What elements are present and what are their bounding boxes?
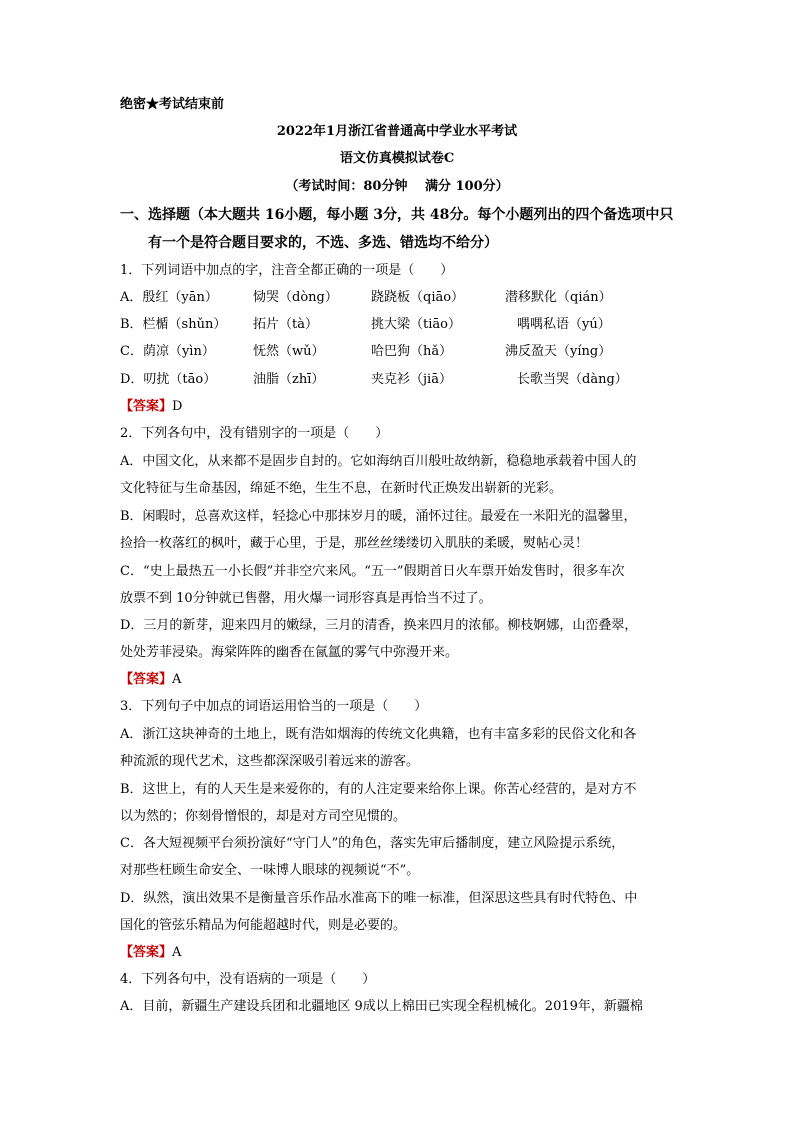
exam-title: 2022年1月浙江省普通高中学业水平考试 (276, 124, 518, 139)
q3-option-c-line1: C．各大短视频平台须扮演好“守门人”的角色，落实先审后播制度，建立风险提示系统， (120, 836, 625, 851)
q3-option-d-line1: D．纵然，演出效果不是衡量音乐作品水准高下的唯一标准，但深思这些具有时代特色、中 (120, 891, 638, 906)
q3-stem: 3．下列句子中加点的词语运用恰当的一项是（ ） (120, 699, 428, 714)
q1-answer (120, 400, 182, 413)
q2-option-c-line1: C．“史上最热五一小长假”并非空穴来风。“五一”假期首日火车票开始发售时，很多车次 (120, 564, 625, 579)
q1-option-b-2: 拓片（tà） (253, 317, 318, 332)
section-heading-line1: 一、选择题（本大题共 16小题，每小题 3分，共 48分。每个小题列出的四个备选项中只 (120, 207, 674, 223)
q3-answer (120, 946, 181, 959)
q3-option-c-line2: 对那些枉顾生命安全、一味博人眼球的视频说“不”。 (120, 863, 420, 878)
q3-option-a-line1: A．浙江这块神奇的土地上，既有浩如烟海的传统文化典籍，也有丰富多彩的民俗文化和各 (120, 727, 637, 742)
secret-label: 绝密★考试结束前 (120, 97, 225, 112)
q3-option-b-line2: 以为然的；你刻骨憎恨的，却是对方司空见惯的。 (120, 809, 407, 824)
q4-option-a-line1: A．目前，新疆生产建设兵团和北疆地区 9成以上棉田已实现全程机械化。2019年，新疆棉 (120, 999, 643, 1014)
q2-answer (120, 673, 181, 686)
q1-option-d-4: 长歌当哭（dàng） (517, 372, 628, 387)
answer-value: A (172, 672, 182, 687)
q1-option-c-4: 沸反盈天（yíng） (505, 344, 612, 359)
q1-option-b-3: 挑大梁（tiāo） (371, 317, 461, 332)
q1-option-c-3: 哈巴狗（hǎ） (371, 344, 453, 359)
answer-label: 【答案】 (120, 672, 173, 687)
q1-option-a-1: A．殷红（yān） (120, 290, 218, 305)
q2-stem: 2．下列各句中，没有错别字的一项是（ ） (120, 426, 389, 441)
q1-option-a-3: 跷跷板（qiāo） (371, 290, 465, 305)
q4-stem: 4．下列各句中，没有语病的一项是（ ） (120, 972, 376, 987)
answer-value: D (172, 399, 183, 414)
q2-option-a-line1: A．中国文化，从来都不是固步自封的。它如海纳百川般吐故纳新，稳稳地承载着中国人的 (120, 454, 637, 469)
q3-option-a-line2: 种流派的现代艺术，这些都深深吸引着远来的游客。 (120, 754, 420, 769)
q1-option-d-1: D．叨扰（tāo） (120, 372, 217, 387)
q1-stem: 1．下列词语中加点的字，注音全都正确的一项是（ ） (120, 263, 454, 278)
q2-option-a-line2: 文化特征与生命基因，绵延不绝，生生不息，在新时代正焕发出崭新的光彩。 (120, 481, 563, 496)
q1-option-c-1: C．荫凉（yìn） (120, 344, 215, 359)
q1-option-a-4: 潜移默化（qián） (505, 290, 612, 305)
q2-option-d-line2: 处处芳菲浸染。海棠阵阵的幽香在氤氲的雾气中弥漫开来。 (120, 645, 459, 660)
answer-label: 【答案】 (120, 945, 173, 960)
section-heading-line2: 有一个是符合题目要求的，不选、多选、错选均不给分） (148, 235, 498, 251)
q1-option-c-2: 怃然（wǔ） (253, 344, 325, 359)
q1-option-a-2: 恸哭（dòng） (253, 290, 338, 305)
q1-option-d-2: 油脂（zhī） (253, 372, 325, 387)
q1-option-b-4: 喁喁私语（yú） (517, 317, 611, 332)
q3-option-b-line1: B．这世上，有的人天生是来爱你的，有的人注定要来给你上课。你苦心经营的，是对方不 (120, 782, 637, 797)
q2-option-b-line2: 捡拾一枚落红的枫叶，藏于心里，于是，那丝丝缕缕切入肌肤的柔暖，熨帖心灵！ (120, 536, 589, 551)
exam-time-info: （考试时间：80分钟 满分 100分） (285, 179, 509, 194)
q2-option-d-line1: D．三月的新芽，迎来四月的嫩绿，三月的清香，换来四月的浓郁。柳枝婀娜，山峦叠翠， (120, 618, 638, 633)
answer-value: A (172, 945, 182, 960)
answer-label: 【答案】 (120, 399, 173, 414)
q2-option-b-line1: B．闲暇时，总喜欢这样，轻捻心中那抹岁月的暖，涌怀过往。最爱在一米阳光的温馨里， (120, 509, 637, 524)
q2-option-c-line2: 放票不到 10分钟就已售罄，用火爆一词形容真是再恰当不过了。 (120, 591, 492, 606)
q1-option-b-1: B．栏楯（shǔn） (120, 317, 227, 332)
q1-option-d-3: 夹克衫（jiā） (371, 372, 452, 387)
exam-subtitle: 语文仿真模拟试卷C (339, 151, 455, 166)
q3-option-d-line2: 国化的管弦乐精品为何能超越时代，则是必要的。 (120, 918, 407, 933)
